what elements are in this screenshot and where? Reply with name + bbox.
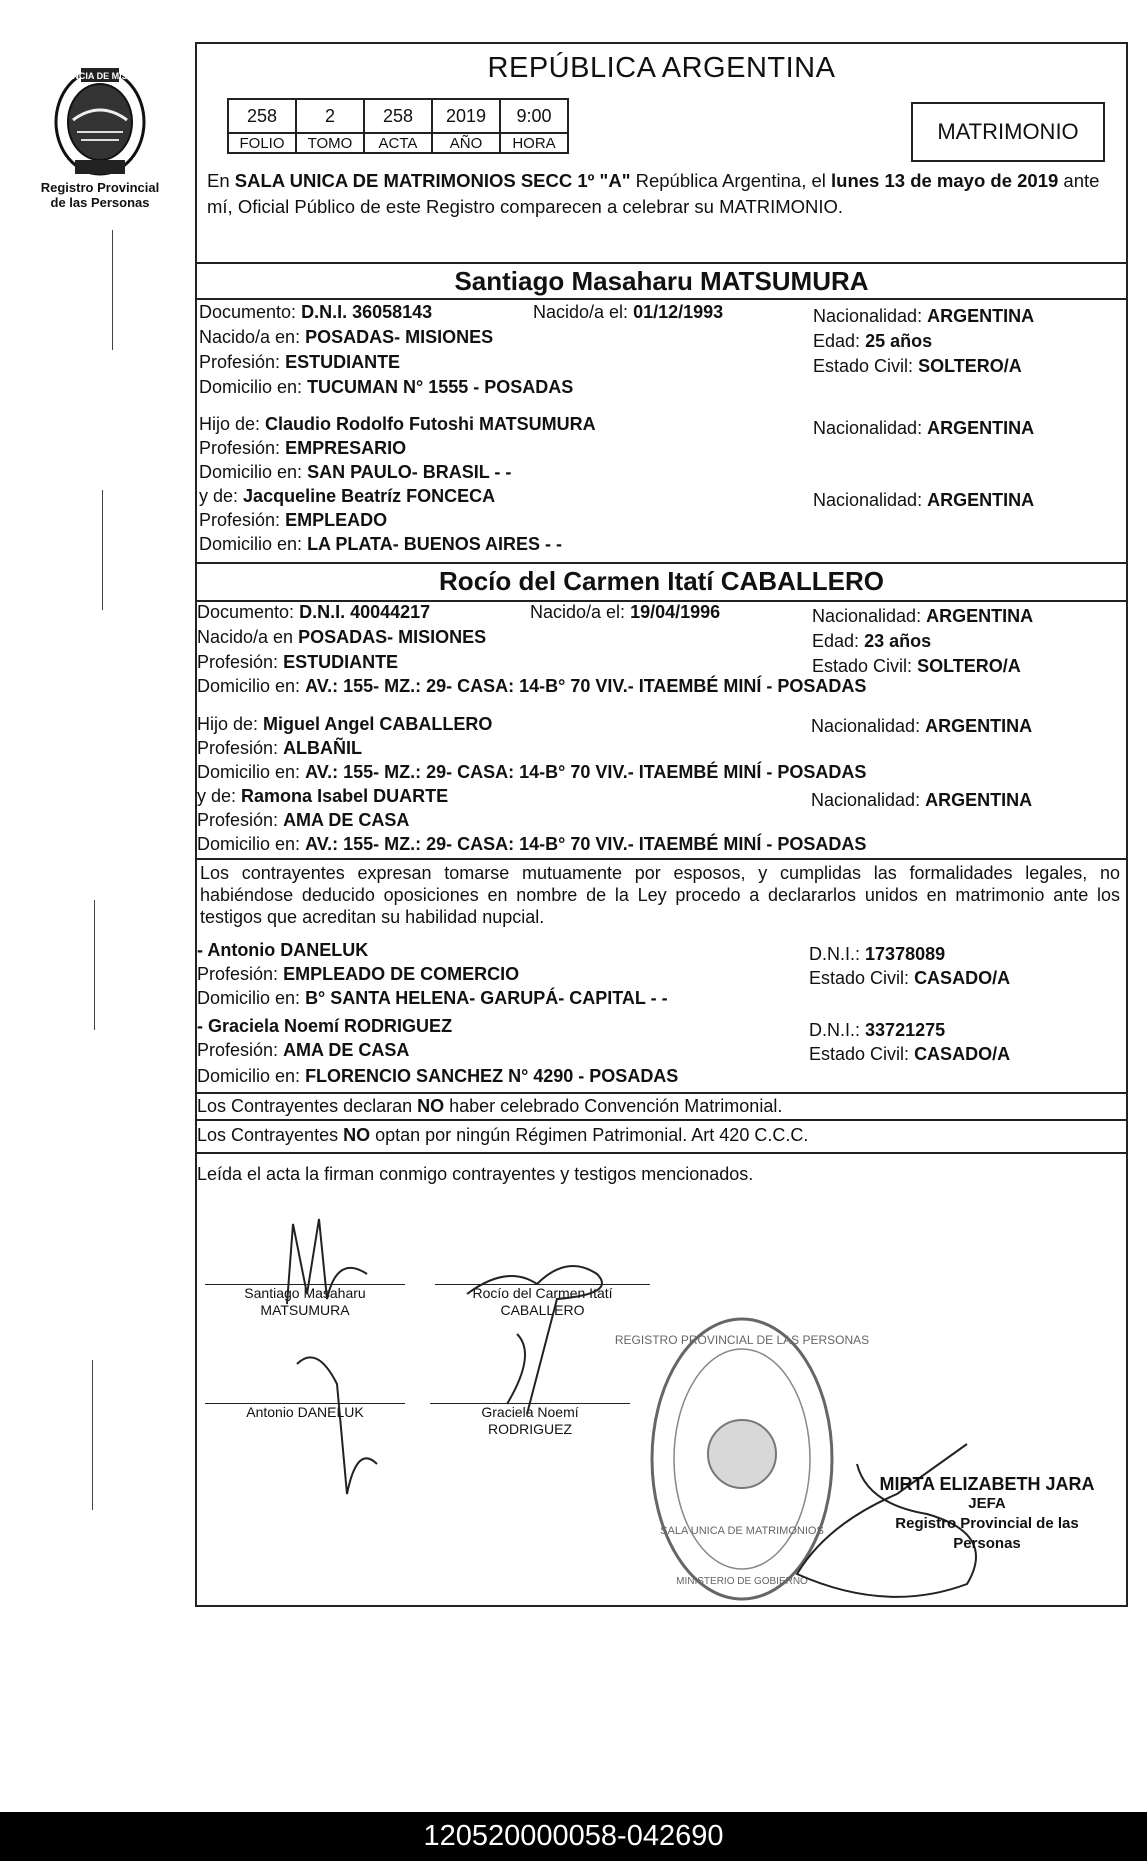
witness1-dni: D.N.I.: 17378089 bbox=[809, 944, 946, 964]
spouse2-domicilio: Domicilio en: AV.: 155- MZ.: 29- CASA: 14-B° 70 VIV.- ITAEMBÉ MINÍ - POSADAS bbox=[197, 676, 867, 696]
scan-margin-mark bbox=[94, 900, 95, 1030]
spouse1-documento: Documento: D.N.I. 36058143 bbox=[199, 302, 433, 322]
anio-value: 2019 bbox=[432, 99, 500, 133]
spouse2-mother-nacionalidad: Nacionalidad: ARGENTINA bbox=[811, 790, 1033, 810]
signature-caption-spouse1: Santiago Masaharu MATSUMURA bbox=[244, 1285, 366, 1318]
spouse2-edad: Edad: 23 años bbox=[812, 631, 932, 651]
spouse2-mother-profesion: Profesión: AMA DE CASA bbox=[197, 810, 410, 830]
spouse1-father-nacionalidad: Nacionalidad: ARGENTINA bbox=[813, 418, 1035, 438]
logo-ring-text: PROVINCIA DE MISIONES bbox=[44, 71, 156, 81]
seal-bottom-text: MINISTERIO DE GOBIERNO bbox=[676, 1576, 808, 1587]
record-meta-table bbox=[227, 98, 569, 154]
signature-scribble-spouse1 bbox=[257, 1194, 377, 1324]
official-role: JEFA bbox=[968, 1495, 1006, 1512]
official-stamp bbox=[867, 1474, 1107, 1554]
spouse2-nacionalidad: Nacionalidad: ARGENTINA bbox=[812, 606, 1034, 626]
signature-scribble-spouse2 bbox=[447, 1224, 627, 1424]
spouse2-mother-domicilio: Domicilio en: AV.: 155- MZ.: 29- CASA: 14-B° 70 VIV.- ITAEMBÉ MINÍ - POSADAS bbox=[197, 834, 867, 854]
registry-name-line1: Registro Provincial bbox=[40, 180, 160, 195]
hora-label: HORA bbox=[500, 133, 568, 153]
reading-statement: Leída el acta la firman conmigo contrayentes y testigos mencionados. bbox=[197, 1164, 754, 1184]
signature-scribble-witness1 bbox=[277, 1324, 397, 1524]
clause-regime: Los Contrayentes NO optan por ningún Régimen Patrimonial. Art 420 C.C.C. bbox=[197, 1125, 809, 1145]
spouse2-father-profesion: Profesión: ALBAÑIL bbox=[197, 738, 363, 758]
spouse2-nacido-el: Nacido/a el: 19/04/1996 bbox=[530, 602, 721, 622]
spouse1-estado-civil: Estado Civil: SOLTERO/A bbox=[813, 356, 1022, 376]
province-shield-icon bbox=[45, 60, 155, 180]
spouse1-nacido-en: Nacido/a en: POSADAS- MISIONES bbox=[199, 327, 494, 347]
witness2-name: - Graciela Noemí RODRIGUEZ bbox=[197, 1016, 453, 1036]
spouse1-nacionalidad: Nacionalidad: ARGENTINA bbox=[813, 306, 1035, 326]
spouse1-mother-profesion: Profesión: EMPLEADO bbox=[199, 510, 388, 530]
spouse1-name: Santiago Masaharu MATSUMURA bbox=[454, 266, 869, 296]
spouse2-documento: Documento: D.N.I. 40044217 bbox=[197, 602, 431, 622]
divider bbox=[197, 1119, 1126, 1121]
divider bbox=[197, 262, 1126, 264]
hora-value: 9:00 bbox=[500, 99, 568, 133]
divider bbox=[197, 1152, 1126, 1154]
intro-sala: SALA UNICA DE MATRIMONIOS SECC 1º "A" bbox=[234, 170, 631, 191]
witness1-estado-civil: Estado Civil: CASADO/A bbox=[809, 968, 1011, 988]
spouse2-mother-name: y de: Ramona Isabel DUARTE bbox=[197, 786, 449, 806]
seal-inner-text: SALA UNICA DE MATRIMONIOS bbox=[660, 1525, 824, 1537]
intro-text: ante mí, Oficial Público de este Registro comparecen a celebrar su MATRIMONIO. bbox=[207, 170, 1100, 217]
anio-label: AÑO bbox=[432, 133, 500, 153]
certificate-frame bbox=[195, 42, 1128, 1607]
witness2-estado-civil: Estado Civil: CASADO/A bbox=[809, 1044, 1011, 1064]
spouse1-father-name: Hijo de: Claudio Rodolfo Futoshi MATSUMURA bbox=[199, 414, 596, 434]
scan-margin-mark bbox=[112, 230, 113, 350]
witness1-domicilio: Domicilio en: B° SANTA HELENA- GARUPÁ- CAPITAL - - bbox=[197, 988, 668, 1008]
seal-outer-text: REGISTRO PROVINCIAL DE LAS PERSONAS bbox=[614, 1333, 870, 1347]
intro-text: República Argentina, el bbox=[630, 170, 832, 191]
spouse2-father-name: Hijo de: Miguel Angel CABALLERO bbox=[197, 714, 493, 734]
spouse1-profesion: Profesión: ESTUDIANTE bbox=[199, 352, 401, 372]
spouse1-mother-domicilio: Domicilio en: LA PLATA- BUENOS AIRES - - bbox=[199, 534, 563, 554]
spouse2-father-nacionalidad: Nacionalidad: ARGENTINA bbox=[811, 716, 1033, 736]
record-type-box: MATRIMONIO bbox=[911, 102, 1105, 162]
clause-convention: Los Contrayentes declaran NO haber celebrado Convención Matrimonial. bbox=[197, 1096, 783, 1116]
signature-caption-witness1: Antonio DANELUK bbox=[246, 1404, 364, 1420]
spouse1-father-domicilio: Domicilio en: SAN PAULO- BRASIL - - bbox=[199, 462, 512, 482]
scan-margin-mark bbox=[102, 490, 103, 610]
document-title: REPÚBLICA ARGENTINA bbox=[487, 52, 836, 84]
spouse2-profesion: Profesión: ESTUDIANTE bbox=[197, 652, 399, 672]
spouse1-father-profesion: Profesión: EMPRESARIO bbox=[199, 438, 407, 458]
divider bbox=[197, 1092, 1126, 1094]
intro-paragraph bbox=[207, 168, 1126, 220]
intro-text: En bbox=[207, 170, 235, 191]
acta-label: ACTA bbox=[364, 133, 432, 153]
official-name: MIRTA ELIZABETH JARA bbox=[879, 1474, 1095, 1494]
witness2-dni: D.N.I.: 33721275 bbox=[809, 1020, 946, 1040]
signature-caption-spouse2: Rocío del Carmen Itatí CABALLERO bbox=[472, 1285, 613, 1318]
declaration-paragraph: Los contrayentes expresan tomarse mutuamente por esposos, y cumplidas las formalidades legales, no habiéndose deducido oposiciones en nombre de la Ley procedo a declararlos unidos en matrimonio ante los testigos que acreditan su habilidad nupcial. bbox=[200, 863, 1120, 927]
spouse2-estado-civil: Estado Civil: SOLTERO/A bbox=[812, 656, 1021, 676]
divider bbox=[197, 298, 1126, 300]
signature-caption-witness2: Graciela Noemí RODRIGUEZ bbox=[481, 1404, 579, 1437]
spouse1-nacido-el: Nacido/a el: 01/12/1993 bbox=[533, 302, 724, 322]
spouse1-mother-nacionalidad: Nacionalidad: ARGENTINA bbox=[813, 490, 1035, 510]
intro-date: lunes 13 de mayo de 2019 bbox=[831, 170, 1059, 191]
scan-margin-mark bbox=[92, 1360, 93, 1510]
witness1-profesion: Profesión: EMPLEADO DE COMERCIO bbox=[197, 964, 520, 984]
witness2-domicilio: Domicilio en: FLORENCIO SANCHEZ N° 4290 - POSADAS bbox=[197, 1066, 679, 1086]
witness2-profesion: Profesión: AMA DE CASA bbox=[197, 1040, 410, 1060]
folio-value: 258 bbox=[228, 99, 296, 133]
spouse1-mother-name: y de: Jacqueline Beatríz FONCECA bbox=[199, 486, 496, 506]
spouse1-domicilio: Domicilio en: TUCUMAN N° 1555 - POSADAS bbox=[199, 377, 574, 397]
spouse2-nacido-en: Nacido/a en POSADAS- MISIONES bbox=[197, 627, 487, 647]
folio-label: FOLIO bbox=[228, 133, 296, 153]
divider bbox=[197, 858, 1126, 860]
tomo-label: TOMO bbox=[296, 133, 364, 153]
registry-name-line2: de las Personas bbox=[50, 195, 150, 210]
registry-logo bbox=[30, 60, 170, 210]
spouse2-father-domicilio: Domicilio en: AV.: 155- MZ.: 29- CASA: 14-B° 70 VIV.- ITAEMBÉ MINÍ - POSADAS bbox=[197, 762, 867, 782]
official-office: Registro Provincial de las Personas bbox=[895, 1515, 1079, 1552]
spouse2-name: Rocío del Carmen Itatí CABALLERO bbox=[439, 566, 884, 596]
divider bbox=[197, 562, 1126, 564]
acta-value: 258 bbox=[364, 99, 432, 133]
witness1-name: - Antonio DANELUK bbox=[197, 940, 369, 960]
document-barcode-number: 120520000058-042690 bbox=[0, 1812, 1147, 1861]
tomo-value: 2 bbox=[296, 99, 364, 133]
spouse1-edad: Edad: 25 años bbox=[813, 331, 933, 351]
